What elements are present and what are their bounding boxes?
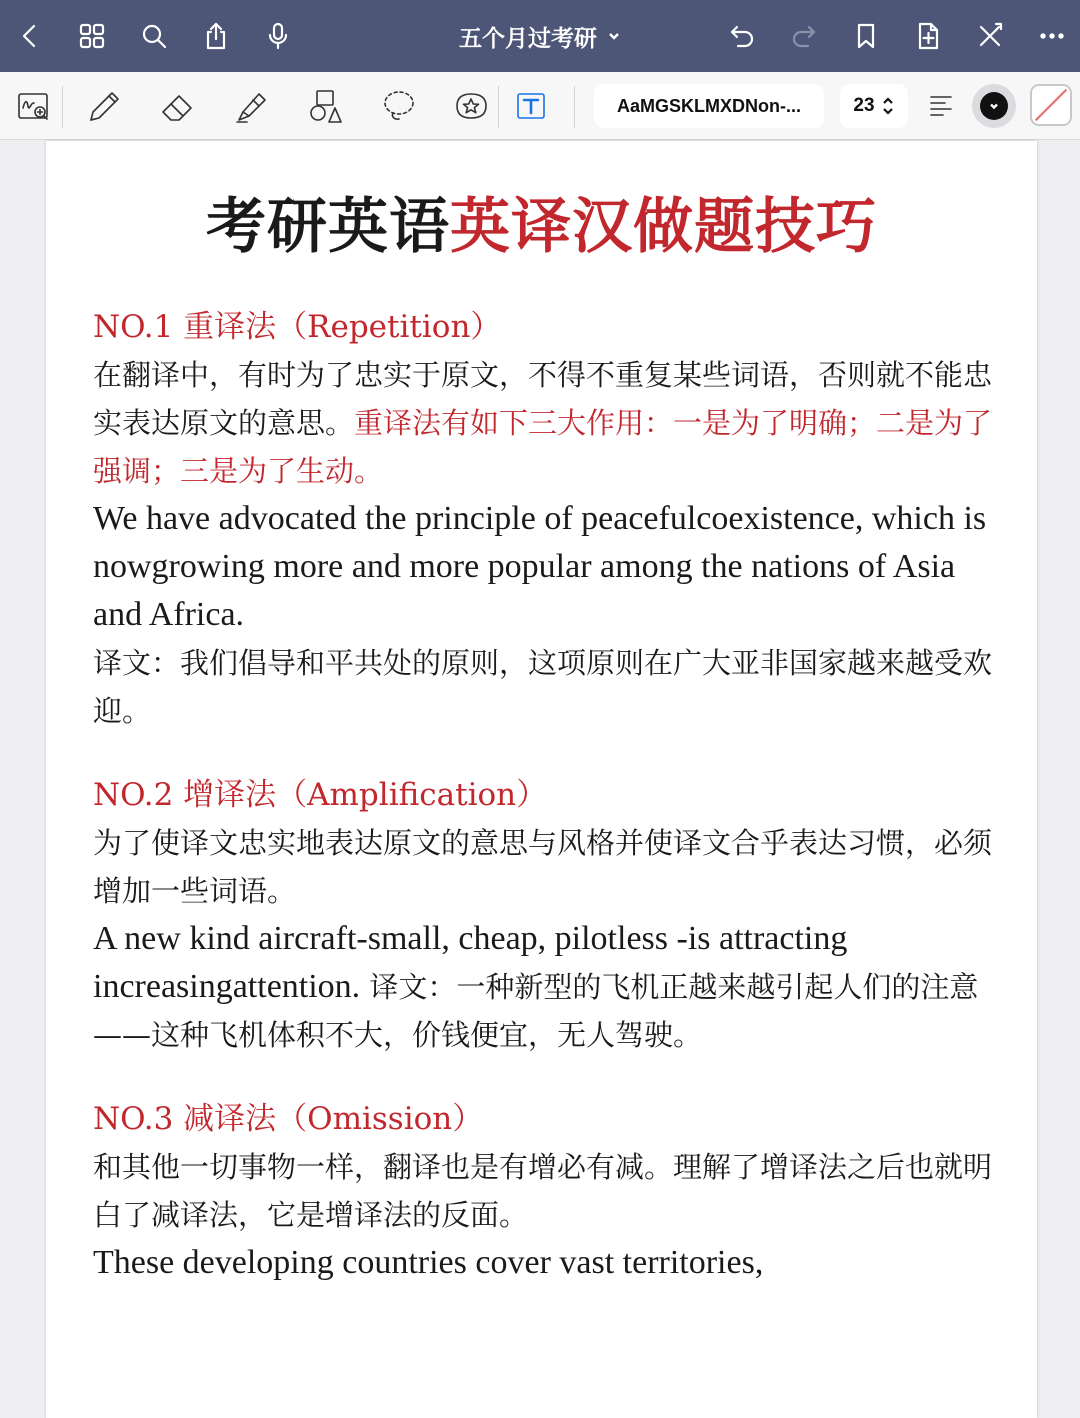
- shapes-icon: [305, 86, 345, 126]
- microphone-icon: [263, 21, 293, 51]
- close-icon: [975, 21, 1005, 51]
- font-family-picker[interactable]: AaMGSKLMXDNon-...: [594, 84, 824, 128]
- text-box-icon: [511, 86, 551, 126]
- shape-tool[interactable]: [300, 82, 350, 130]
- toolbar-divider: [62, 86, 63, 128]
- add-page-button[interactable]: [906, 14, 950, 58]
- microphone-button[interactable]: [256, 14, 300, 58]
- redo-icon: [789, 21, 819, 51]
- sticker-tool[interactable]: [446, 82, 496, 130]
- handwriting-zoom-tool[interactable]: [8, 82, 58, 130]
- highlighter-icon: [231, 86, 271, 126]
- more-icon: [1037, 21, 1067, 51]
- bookmark-button[interactable]: [844, 14, 888, 58]
- grid-icon: [77, 21, 107, 51]
- section-title: NO.2 增译法（Amplification）: [93, 777, 548, 813]
- document-title-menu[interactable]: [459, 20, 621, 53]
- pen-tool[interactable]: [78, 82, 128, 130]
- highlighter-tool[interactable]: [226, 82, 276, 130]
- stepper-chevrons-icon: [881, 96, 895, 116]
- bookmark-icon: [851, 21, 881, 51]
- font-size-value: 23: [853, 95, 875, 116]
- search-icon: [139, 21, 169, 51]
- section-title: NO.1 重译法（Repetition）: [93, 309, 502, 345]
- section-title: NO.3 减译法（Omission）: [93, 1101, 484, 1137]
- more-button[interactable]: [1030, 14, 1074, 58]
- back-icon: [15, 21, 45, 51]
- handwriting-zoom-icon: [13, 86, 53, 126]
- share-icon: [201, 21, 231, 51]
- toolbar-divider: [574, 86, 575, 128]
- section-amplification: [93, 771, 993, 1059]
- eraser-tool[interactable]: [152, 82, 202, 130]
- example-translation: 译文：我们倡导和平共处的原则，这项原则在广大亚非国家越来越受欢迎。: [93, 646, 993, 728]
- undo-button[interactable]: [720, 14, 764, 58]
- document-title: 五个月过考研: [459, 25, 597, 52]
- text-alignment-button[interactable]: [916, 82, 966, 130]
- text-tool[interactable]: [506, 82, 556, 130]
- heading-dark-part: 考研英语: [206, 192, 450, 262]
- section-intro: 和其他一切事物一样，翻译也是有增必有减。理解了增译法之后也就明白了减译法，它是增译法的反面。: [93, 1150, 993, 1232]
- section-intro: 为了使译文忠实地表达原文的意思与风格并使译文合乎表达习惯，必须增加一些词语。: [93, 826, 993, 908]
- eraser-icon: [157, 86, 197, 126]
- no-fill-icon: [1032, 86, 1070, 124]
- lasso-icon: [379, 86, 419, 126]
- section-repetition: [93, 303, 993, 735]
- back-button[interactable]: [8, 14, 52, 58]
- color-dot: [980, 92, 1008, 120]
- section-intro: 在翻译中，有时为了忠实于原文，不得不重复某些词语，否则就不能忠实表达原文的意思。: [93, 358, 993, 440]
- chevron-down-icon: [988, 100, 1000, 112]
- font-size-picker[interactable]: [840, 84, 908, 128]
- top-navigation-bar: [0, 0, 1080, 72]
- align-left-icon: [921, 86, 961, 126]
- section-omission: [93, 1095, 993, 1287]
- toolbar-divider: [498, 86, 499, 128]
- thumbnails-button[interactable]: [70, 14, 114, 58]
- add-page-icon: [913, 21, 943, 51]
- undo-icon: [727, 21, 757, 51]
- document-page: [46, 141, 1037, 1418]
- share-button[interactable]: [194, 14, 238, 58]
- section-highlight: 重译法有如下三大作用：一是为了明确；二是为了强调；三是为了生动。: [93, 406, 993, 488]
- fill-color-picker[interactable]: [1030, 84, 1072, 126]
- search-button[interactable]: [132, 14, 176, 58]
- example-english: A new kind aircraft-small, cheap, pilotless -is attracting increasingattention.: [93, 920, 848, 1005]
- redo-button[interactable]: [782, 14, 826, 58]
- lasso-tool[interactable]: [374, 82, 424, 130]
- close-button[interactable]: [968, 14, 1012, 58]
- example-english: We have advocated the principle of peacefulcoexistence, which is nowgrowing more and more popular among the nations of Asia and Africa.: [93, 500, 987, 633]
- example-translation: 译文：一种新型的飞机正越来越引起人们的注意——这种飞机体积不大，价钱便宜，无人驾驶。: [93, 970, 979, 1052]
- example-english: These developing countries cover vast territories,: [93, 1244, 764, 1281]
- annotation-toolbar: [0, 72, 1080, 140]
- text-color-picker[interactable]: [972, 84, 1016, 128]
- chevron-down-icon: [607, 29, 621, 43]
- heading-red-part: 英译汉做题技巧: [450, 192, 877, 262]
- sticker-star-icon: [451, 86, 491, 126]
- pen-icon: [83, 86, 123, 126]
- page-heading: [46, 189, 1037, 265]
